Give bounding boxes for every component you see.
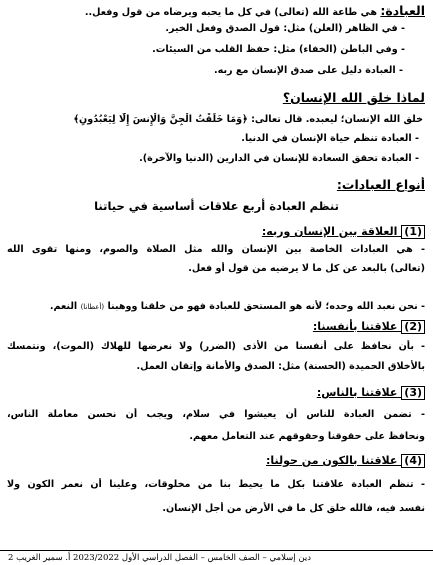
section-2-line-1: - بأن نحافظ على أنفسنا من الأذى (الضرر) ولا نعرضها للهلاك (الموت)، ونتمسك xyxy=(7,341,425,352)
section-3-heading xyxy=(317,386,425,400)
section-3-title: علاقتنا بالناس: xyxy=(316,386,398,399)
section-2-number: (2) xyxy=(401,320,425,334)
footer-text: دين إسلامي – الصف الخامس – الفصل الدراسي الأول 2023/2022 أ. سمير الغريب 2 xyxy=(8,553,311,563)
section-4-title: علاقتنا بالكون من حولنا: xyxy=(266,454,398,467)
section-2-title: علاقتنا بأنفسنا: xyxy=(312,320,398,333)
section-1-number: (1) xyxy=(401,225,425,239)
section-2-heading xyxy=(313,320,425,334)
section-1-title: العلاقة بين الإنسان وربه: xyxy=(261,225,398,238)
worship-definition: هي طاعة الله (تعالى) في كل ما يحبه ويرضاه من قول وفعل.. xyxy=(84,7,381,18)
section-2-line-2: بالأخلاق الحميدة (الحسنة) مثل: الصدق والأمانة وإتقان العمل. xyxy=(136,361,425,372)
section-1-line-3 xyxy=(7,300,425,314)
happiness-line: - العبادة تحقق السعادة للإنسان في الدارين (الدنيا والآخرة). xyxy=(139,153,419,164)
section-4-heading xyxy=(266,454,425,468)
section-4-number: (4) xyxy=(401,454,425,468)
types-heading: أنواع العبادات: xyxy=(336,177,425,192)
section-3-line-2: ونحافظ على حقوقنا وحقوقهم عند التعامل معهم. xyxy=(189,431,425,442)
organizes-life-line: - العبادة تنظم حياة الإنسان في الدنيا. xyxy=(241,133,419,144)
four-relations-title: تنظم العبادة أربع علاقات أساسية في حياتنا xyxy=(94,199,339,213)
outward-example: - في الظاهر (العلن) مثل: قول الصدق وفعل الخير. xyxy=(165,23,405,34)
section-3-number: (3) xyxy=(401,386,425,400)
inward-example: - وفي الباطن (الخفاء) مثل: حفظ القلب من السيئات. xyxy=(152,44,405,55)
worship-heading: العبادة: xyxy=(380,3,425,18)
quran-verse-line: خلق الله الإنسان؛ ليعبده. قال تعالى: ﴿وَمَا خَلَقْتُ الْجِنَّ وَالْإِنسَ إِلَّا لِيَعْبُدُونِ﴾ xyxy=(73,114,423,125)
page-footer xyxy=(0,550,433,565)
worship-proof-line: - العبادة دليل على صدق الإنسان مع ربه. xyxy=(213,65,403,76)
section-3-line-1: - تضمن العبادة للناس أن يعيشوا في سلام، ويجب أن نحسن معاملة الناس، xyxy=(7,409,425,420)
section-4-line-2: نفسد فيه، فالله خلق كل ما في الأرض من أجل الإنسان. xyxy=(162,503,425,514)
section-1-line-2: (تعالى) بالبعد عن كل ما لا يرضيه من قول أو فعل. xyxy=(188,263,425,274)
section-1-line-3-text: - نحن نعبد الله وحده؛ لأنه هو المستحق للعبادة فهو من خلقنا ووهبنا xyxy=(107,301,425,312)
section-1-line-3-end: النعم. xyxy=(49,301,78,312)
worship-definition-line xyxy=(7,3,425,19)
section-1-line-1: - هي العبادات الخاصة بين الإنسان والله مثل الصلاة والصوم، ومنها تقوى الله xyxy=(7,244,425,255)
section-1-heading xyxy=(262,225,425,239)
section-1-gloss: (أعطانا) xyxy=(80,303,105,311)
section-4-line-1: - تنظم العبادة علاقتنا بكل ما يحيط بنا من مخلوقات، وعلينا أن نعمر الكون ولا xyxy=(7,479,425,490)
why-created-heading: لماذا خلق الله الإنسان؟ xyxy=(282,90,425,105)
